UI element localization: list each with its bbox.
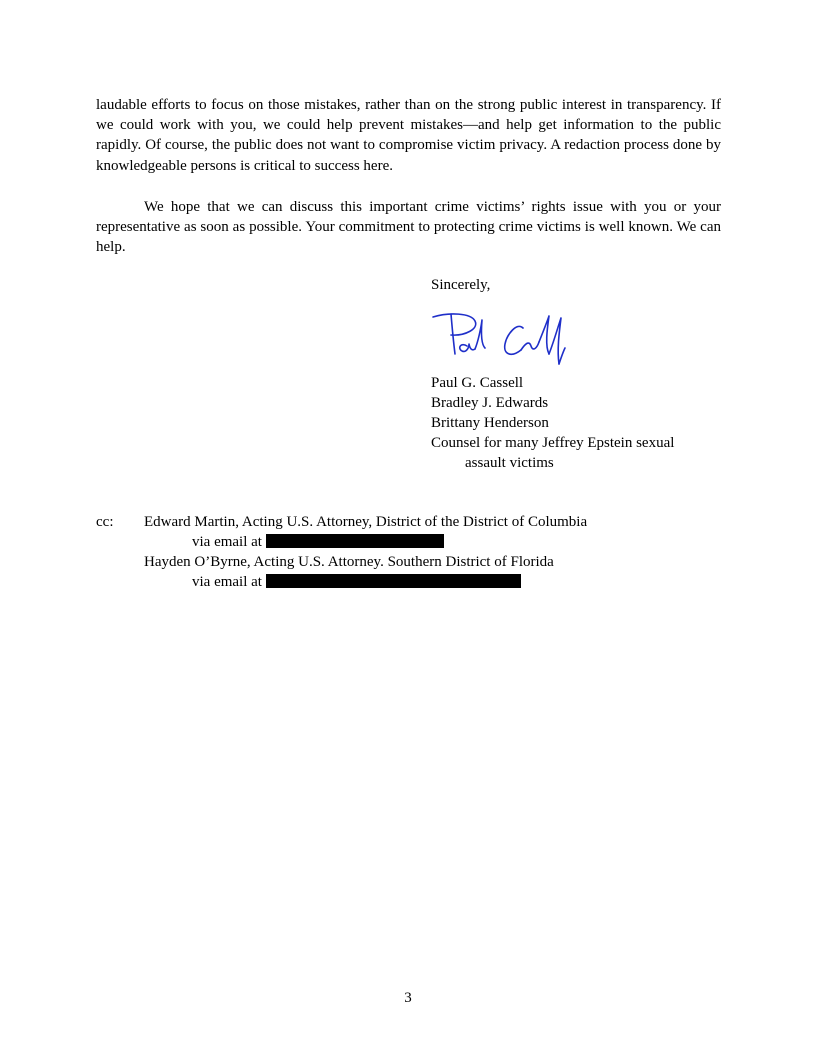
signatory-name: Brittany Henderson — [431, 415, 549, 431]
cc-label: cc: — [96, 514, 114, 530]
signatory-role: Counsel for many Jeffrey Epstein sexual — [431, 435, 675, 451]
body-paragraph-1: laudable efforts to focus on those mistakes, rather than on the strong public interest in transparency. If we could work with you, we could help prevent mistakes—and help get information to the public rapidly. Of course, the public does not want to compromise victim privacy. A redaction process done by knowledgeable persons is critical to success here. — [96, 97, 721, 174]
page-number: 3 — [404, 990, 412, 1006]
signatory-list — [431, 373, 674, 473]
cc-recipient: Hayden O’Byrne, Acting U.S. Attorney. Southern District of Florida — [144, 554, 554, 570]
redaction-bar — [266, 574, 521, 588]
redaction-bar — [266, 534, 444, 548]
body-paragraph-2: We hope that we can discuss this important crime victims’ rights issue with you or your representative as soon as possible. Your commitment to protecting crime victims is well known. We can help. — [96, 199, 721, 256]
cc-recipient: Edward Martin, Acting U.S. Attorney, District of the District of Columbia — [144, 514, 588, 530]
cc-email-line — [144, 532, 736, 552]
handwritten-signature — [431, 308, 591, 368]
cc-recipient-list — [144, 512, 736, 592]
signatory-role-continued: assault victims — [465, 455, 554, 471]
signatory-name: Bradley J. Edwards — [431, 395, 549, 411]
cc-email-line — [144, 572, 736, 592]
closing: Sincerely, — [431, 277, 491, 293]
via-email-label: via email at — [192, 574, 262, 590]
signatory-name: Paul G. Cassell — [431, 375, 524, 391]
via-email-label: via email at — [192, 534, 262, 550]
